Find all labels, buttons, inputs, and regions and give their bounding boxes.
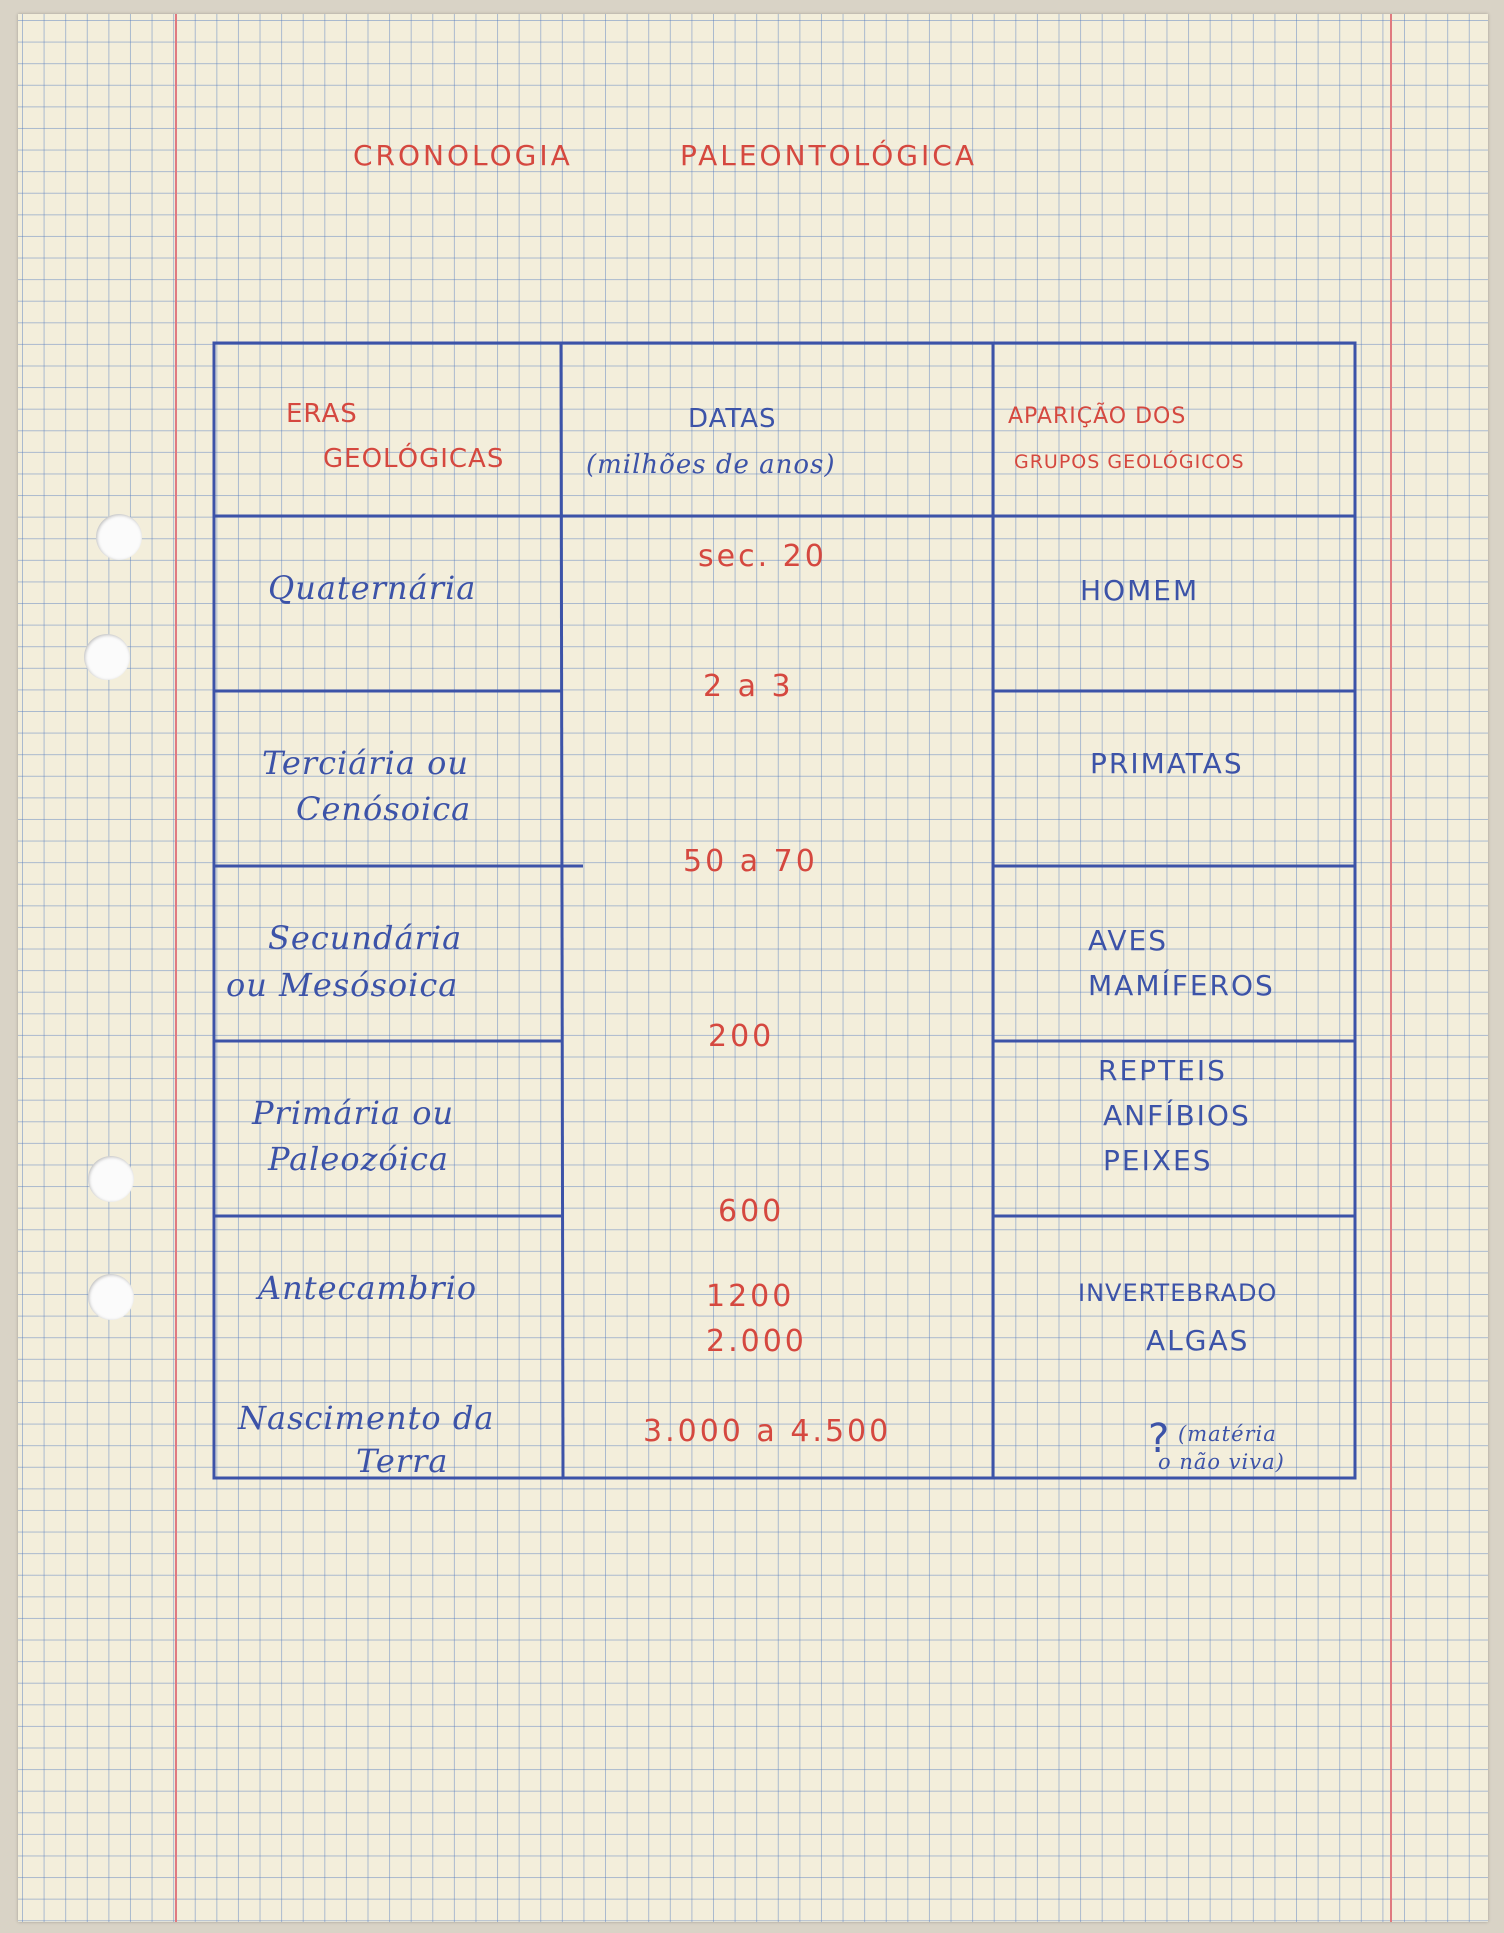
group-label: INVERTEBRADO xyxy=(1078,1279,1278,1307)
header-eras-line2: GEOLÓGICAS xyxy=(323,444,505,474)
group-label: HOMEM xyxy=(1080,574,1200,607)
era-name: Antecambrio xyxy=(258,1269,478,1307)
group-label: ANFÍBIOS xyxy=(1103,1099,1251,1132)
era-name-line2: Paleozóica xyxy=(268,1140,449,1178)
group-label: PRIMATAS xyxy=(1090,747,1244,780)
header-grupos-line2: GRUPOS GEOLÓGICOS xyxy=(1014,451,1245,473)
header-datas-line2: (milhões de anos) xyxy=(586,450,836,480)
era-name-line2: Terra xyxy=(356,1442,449,1480)
header-datas-line1: DATAS xyxy=(688,404,777,434)
header-grupos-line1: APARIÇÃO DOS xyxy=(1008,404,1187,429)
date-value: 1200 xyxy=(706,1279,795,1314)
header-eras-line1: ERAS xyxy=(286,399,358,429)
question-mark: ? xyxy=(1148,1416,1171,1462)
title-word-1: CRONOLOGIA xyxy=(353,139,573,172)
group-note-line1: (matéria xyxy=(1178,1422,1277,1446)
era-name-line2: ou Mesósoica xyxy=(226,966,459,1004)
date-value: sec. 20 xyxy=(698,539,827,574)
date-value: 600 xyxy=(718,1194,785,1229)
era-name: Nascimento da xyxy=(238,1399,495,1437)
date-value: 3.000 a 4.500 xyxy=(643,1414,892,1449)
group-label: ALGAS xyxy=(1146,1324,1250,1357)
date-value: 50 a 70 xyxy=(683,844,818,879)
era-name: Primária ou xyxy=(252,1094,455,1132)
era-name: Terciária ou xyxy=(262,744,469,782)
group-label: AVES xyxy=(1088,924,1168,957)
group-label: MAMÍFEROS xyxy=(1088,969,1275,1002)
title-word-2: PALEONTOLÓGICA xyxy=(680,139,977,172)
date-value: 2.000 xyxy=(706,1324,807,1359)
date-value: 2 a 3 xyxy=(703,669,794,704)
era-name: Secundária xyxy=(268,919,463,957)
era-name: Quaternária xyxy=(268,569,477,607)
group-note-line2: o não viva) xyxy=(1158,1450,1285,1474)
date-value: 200 xyxy=(708,1019,775,1054)
graph-paper-sheet xyxy=(18,14,1488,1922)
era-name-line2: Cenósoica xyxy=(296,790,472,828)
group-label: PEIXES xyxy=(1103,1144,1213,1177)
group-label: REPTEIS xyxy=(1098,1054,1227,1087)
